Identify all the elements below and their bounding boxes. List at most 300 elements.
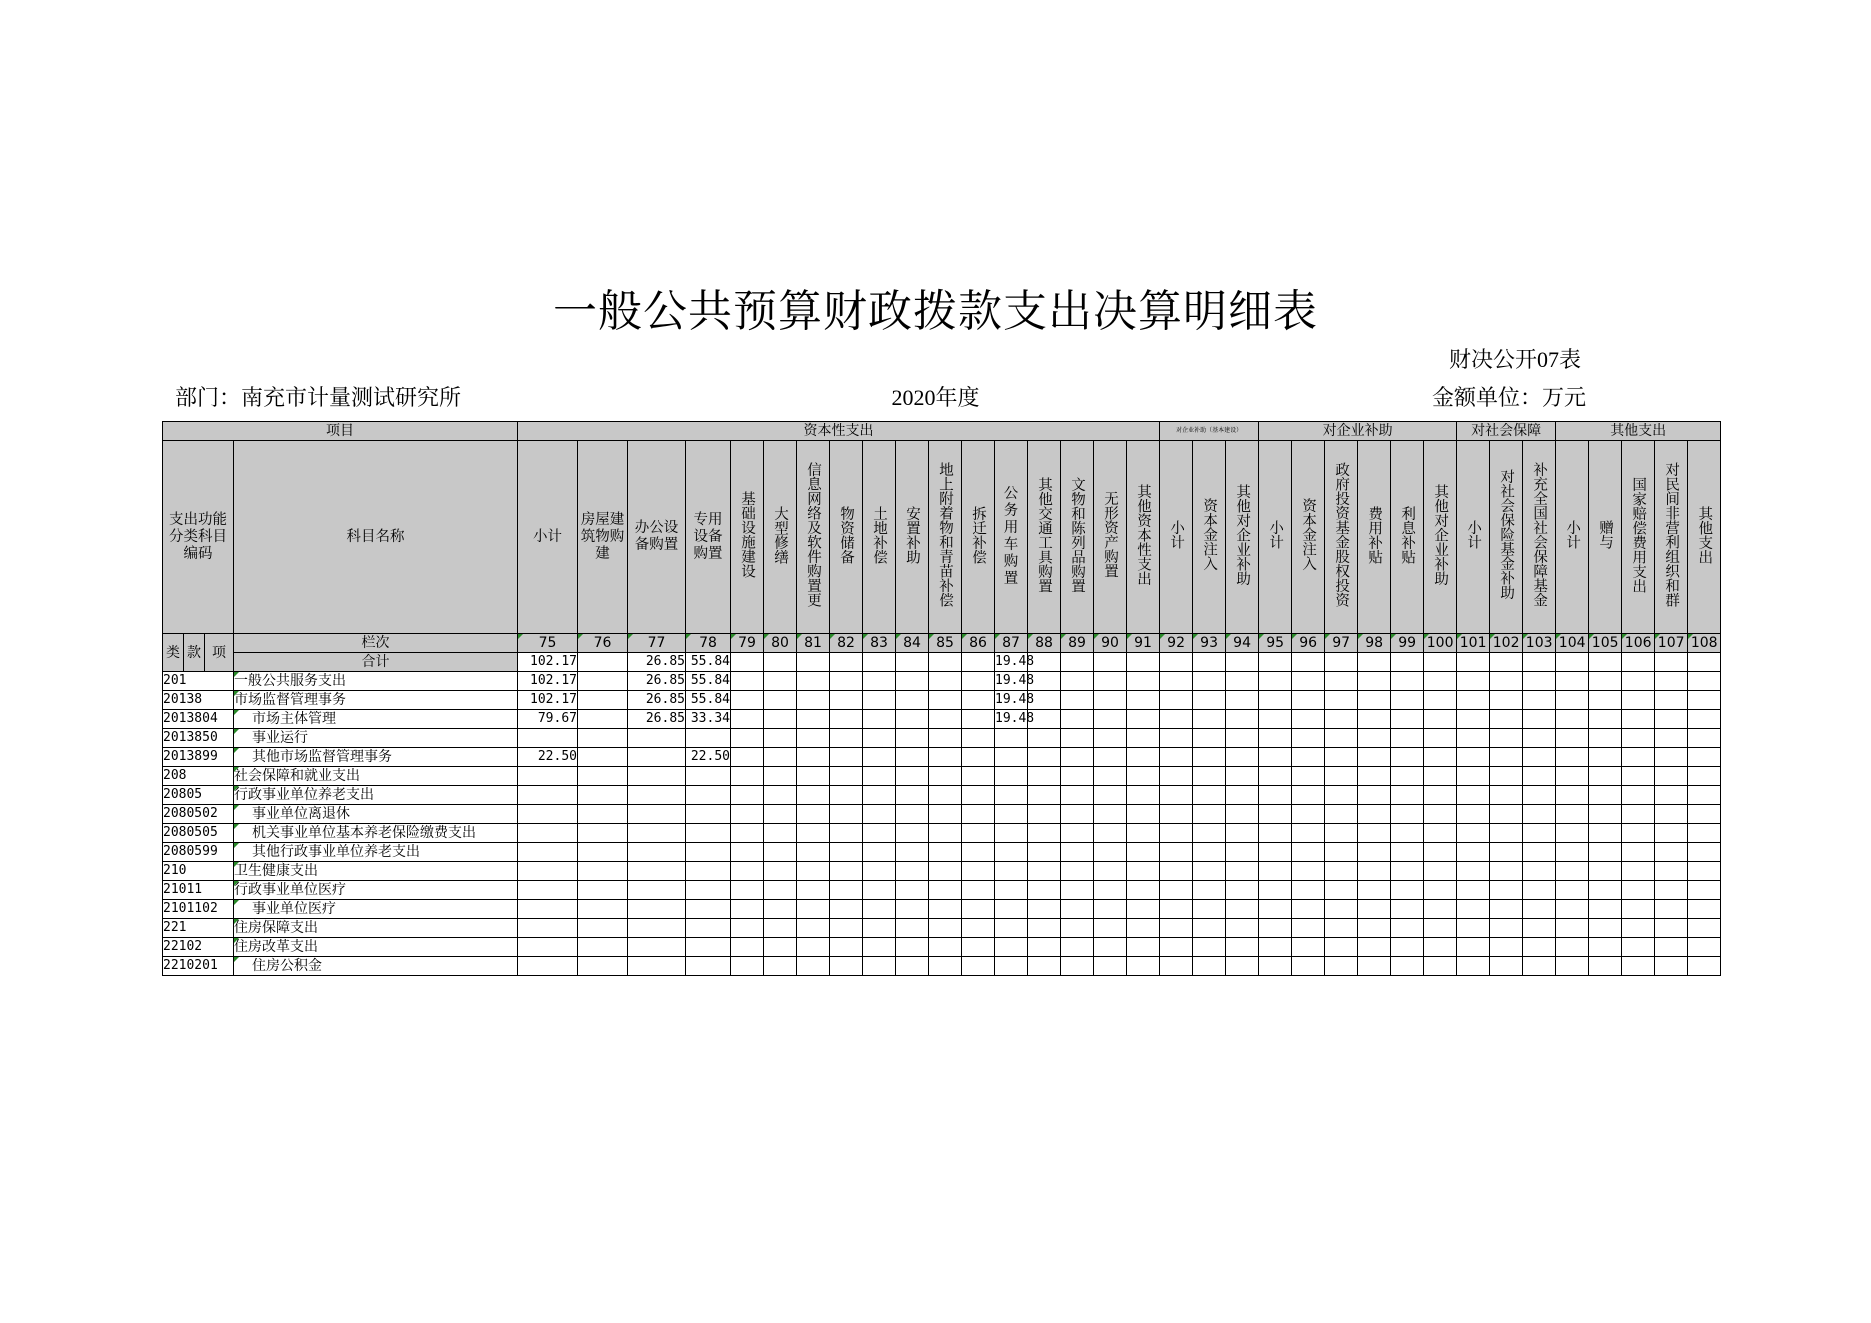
row-value-96 (1292, 729, 1325, 748)
row-value-96 (1292, 805, 1325, 824)
row-value-106 (1622, 824, 1655, 843)
col-number-91 (1127, 634, 1160, 653)
comment-marker-icon (234, 938, 239, 943)
row-code (163, 862, 234, 881)
row-value-81 (797, 881, 830, 900)
row-value-98 (1358, 786, 1391, 805)
row-value-93 (1193, 881, 1226, 900)
col-number-92-text: 92 (1167, 635, 1185, 651)
row-value-81 (797, 805, 830, 824)
row-value-94 (1226, 672, 1259, 691)
row-value-77 (628, 881, 686, 900)
row-value-93 (1193, 862, 1226, 881)
col-number-100-text: 100 (1426, 635, 1454, 651)
row-value-89 (1061, 805, 1094, 824)
row-value-100 (1424, 938, 1457, 957)
col-number-104-text: 104 (1558, 635, 1586, 651)
row-code (163, 824, 234, 843)
row-name (234, 672, 518, 691)
row-value-75 (518, 862, 578, 881)
row-code (163, 957, 234, 976)
row-value-87 (995, 881, 1028, 900)
row-code-text: 21011 (163, 882, 203, 897)
header-col-108-text: 其他支出 (1696, 505, 1713, 564)
row-value-93 (1193, 672, 1226, 691)
header-col-77-text: 办公设备购置 (634, 520, 679, 553)
row-value-101 (1457, 786, 1490, 805)
total-87 (995, 653, 1035, 672)
row-value-103 (1523, 900, 1556, 919)
row-value-98 (1358, 729, 1391, 748)
row-value-96 (1292, 919, 1325, 938)
col-number-78-text: 78 (699, 635, 717, 651)
header-name (234, 441, 518, 634)
header-col-79-text: 基础设施建设 (739, 491, 755, 578)
row-value-78-text: 22.50 (690, 749, 730, 764)
row-value-77 (628, 862, 686, 881)
row-value-104 (1556, 900, 1589, 919)
row-name-text: 社会保障和就业支出 (234, 768, 360, 784)
col-number-95 (1259, 634, 1292, 653)
row-value-106 (1622, 748, 1655, 767)
row-value-83 (863, 805, 896, 824)
col-number-107-text: 107 (1657, 635, 1685, 651)
row-value-96 (1292, 957, 1325, 976)
header-col-107 (1655, 441, 1688, 634)
row-value-98 (1358, 824, 1391, 843)
row-value-97 (1325, 843, 1358, 862)
row-value-105 (1589, 957, 1622, 976)
row-value-98 (1358, 805, 1391, 824)
row-value-101 (1457, 672, 1490, 691)
table-row (163, 938, 1721, 957)
row-value-76 (578, 881, 628, 900)
row-name-text: 行政事业单位医疗 (234, 882, 346, 898)
row-value-104 (1556, 805, 1589, 824)
row-value-87 (995, 919, 1028, 938)
row-value-90 (1094, 767, 1127, 786)
comment-marker-icon (1094, 634, 1099, 639)
row-value-86 (962, 862, 995, 881)
row-value-88 (1028, 862, 1061, 881)
comment-marker-icon (1226, 634, 1231, 639)
comment-marker-icon (234, 900, 239, 905)
row-value-98 (1358, 900, 1391, 919)
col-number-97-text: 97 (1332, 635, 1351, 651)
comment-marker-icon (234, 805, 239, 810)
row-value-86 (962, 843, 995, 862)
row-value-82 (830, 862, 863, 881)
header-col-96 (1292, 441, 1325, 634)
row-value-78 (686, 843, 731, 862)
row-value-78-text: 33.34 (690, 711, 730, 726)
row-value-84 (896, 710, 929, 729)
total-92 (1160, 653, 1193, 672)
header-col-95 (1259, 441, 1292, 634)
total-95 (1259, 653, 1292, 672)
row-value-82 (830, 672, 863, 691)
col-number-99-text: 99 (1398, 635, 1417, 651)
row-value-80 (764, 938, 797, 957)
header-col-101 (1457, 441, 1490, 634)
row-value-104 (1556, 710, 1589, 729)
row-name-text: 事业单位医疗 (252, 901, 336, 917)
row-value-78 (686, 957, 731, 976)
row-value-93 (1193, 786, 1226, 805)
row-value-87 (995, 786, 1028, 805)
row-value-91 (1127, 691, 1160, 710)
comment-marker-icon (929, 634, 934, 639)
row-value-75 (518, 691, 578, 710)
row-value-107 (1655, 824, 1688, 843)
col-number-94 (1226, 634, 1259, 653)
row-value-104 (1556, 919, 1589, 938)
total-100 (1424, 653, 1457, 672)
col-number-108 (1688, 634, 1721, 653)
row-value-108 (1688, 938, 1721, 957)
row-value-90 (1094, 957, 1127, 976)
row-value-100 (1424, 919, 1457, 938)
col-number-86-text: 86 (969, 635, 987, 651)
total-99 (1391, 653, 1424, 672)
row-value-101 (1457, 919, 1490, 938)
comment-marker-icon (1325, 634, 1330, 639)
col-number-87 (995, 634, 1028, 653)
comment-marker-icon (234, 843, 239, 848)
row-name-text: 住房改革支出 (234, 939, 318, 955)
header-col-99 (1391, 441, 1424, 634)
comment-marker-icon (1292, 634, 1297, 639)
header-col-87-text: 公务用车购置 (1003, 486, 1019, 587)
comment-marker-icon (1622, 634, 1627, 639)
row-value-94 (1226, 957, 1259, 976)
row-value-102 (1490, 824, 1523, 843)
total-101 (1457, 653, 1490, 672)
row-value-104 (1556, 691, 1589, 710)
row-value-84 (896, 881, 929, 900)
row-value-104 (1556, 843, 1589, 862)
col-number-79 (731, 634, 764, 653)
row-code (163, 672, 234, 691)
row-value-76 (578, 862, 628, 881)
row-value-101 (1457, 710, 1490, 729)
header-col-84 (896, 441, 929, 634)
row-value-86 (962, 767, 995, 786)
header-col-95-text: 小计 (1267, 520, 1284, 549)
row-value-95 (1259, 672, 1292, 691)
row-value-107 (1655, 900, 1688, 919)
header-col-77 (628, 441, 686, 634)
row-value-91 (1127, 824, 1160, 843)
comment-marker-icon (1424, 634, 1429, 639)
row-value-86 (962, 805, 995, 824)
header-col-106 (1622, 441, 1655, 634)
header-col-104 (1556, 441, 1589, 634)
row-value-104 (1556, 881, 1589, 900)
row-value-98 (1358, 919, 1391, 938)
row-value-87 (995, 767, 1028, 786)
row-value-96 (1292, 691, 1325, 710)
row-value-87 (995, 957, 1028, 976)
row-value-102 (1490, 900, 1523, 919)
group-other (1556, 422, 1721, 441)
row-value-86 (962, 938, 995, 957)
total-89 (1061, 653, 1094, 672)
row-value-90 (1094, 862, 1127, 881)
row-value-79 (731, 843, 764, 862)
row-value-85 (929, 729, 962, 748)
group-capital-text: 资本性支出 (803, 423, 874, 439)
row-value-75 (518, 710, 578, 729)
row-value-79 (731, 767, 764, 786)
row-value-108 (1688, 824, 1721, 843)
row-value-78 (686, 900, 731, 919)
row-value-105 (1589, 710, 1622, 729)
total-87-text: 19.48 (995, 654, 1035, 669)
comment-marker-icon (1523, 634, 1528, 639)
row-value-92 (1160, 824, 1193, 843)
header-col-82-text: 物资储备 (838, 505, 854, 564)
row-value-104 (1556, 748, 1589, 767)
row-value-92 (1160, 729, 1193, 748)
row-value-80 (764, 824, 797, 843)
row-value-105 (1589, 881, 1622, 900)
comment-marker-icon (234, 710, 239, 715)
row-value-86 (962, 672, 995, 691)
row-value-81 (797, 957, 830, 976)
row-value-85 (929, 843, 962, 862)
col-number-89 (1061, 634, 1094, 653)
row-value-92 (1160, 919, 1193, 938)
total-85 (929, 653, 962, 672)
total-label-text: 合计 (361, 654, 390, 670)
comment-marker-icon (1457, 634, 1462, 639)
row-value-83 (863, 862, 896, 881)
row-value-107 (1655, 881, 1688, 900)
row-value-86 (962, 748, 995, 767)
row-code (163, 691, 234, 710)
comment-marker-icon (234, 862, 239, 867)
row-value-106 (1622, 691, 1655, 710)
row-value-78-text: 55.84 (690, 673, 730, 688)
row-value-89 (1061, 767, 1094, 786)
header-col-101-text: 小计 (1465, 520, 1482, 549)
row-value-105 (1589, 729, 1622, 748)
row-value-103 (1523, 748, 1556, 767)
row-value-97 (1325, 691, 1358, 710)
row-value-89 (1061, 843, 1094, 862)
row-value-86 (962, 710, 995, 729)
row-value-101 (1457, 900, 1490, 919)
row-value-76 (578, 919, 628, 938)
row-value-98 (1358, 843, 1391, 862)
row-value-90 (1094, 805, 1127, 824)
row-value-81 (797, 729, 830, 748)
col-number-104 (1556, 634, 1589, 653)
unit-label: 金额单位：万元 (1431, 385, 1586, 410)
row-value-86 (962, 881, 995, 900)
row-value-100 (1424, 862, 1457, 881)
row-name-text: 卫生健康支出 (234, 863, 318, 879)
row-value-105 (1589, 938, 1622, 957)
row-name-text: 住房公积金 (252, 958, 322, 974)
row-value-77 (628, 919, 686, 938)
row-name (234, 900, 518, 919)
row-value-75 (518, 748, 578, 767)
row-code-text: 20138 (163, 692, 203, 707)
table-row (163, 786, 1721, 805)
row-value-100 (1424, 881, 1457, 900)
row-value-106 (1622, 957, 1655, 976)
header-col-89 (1061, 441, 1094, 634)
header-col-108 (1688, 441, 1721, 634)
group-item-text: 项目 (326, 423, 354, 439)
row-value-79 (731, 729, 764, 748)
row-value-88 (1028, 957, 1061, 976)
total-82 (830, 653, 863, 672)
group-enterprise (1259, 422, 1457, 441)
row-value-80 (764, 957, 797, 976)
header-col-91 (1127, 441, 1160, 634)
row-value-102 (1490, 862, 1523, 881)
row-value-84 (896, 672, 929, 691)
row-value-108 (1688, 881, 1721, 900)
total-96 (1292, 653, 1325, 672)
row-value-82 (830, 938, 863, 957)
row-value-96 (1292, 786, 1325, 805)
row-value-80 (764, 919, 797, 938)
row-value-76 (578, 786, 628, 805)
row-value-76 (578, 938, 628, 957)
total-76 (578, 653, 628, 672)
row-name-text: 其他行政事业单位养老支出 (252, 844, 420, 860)
table-row (163, 900, 1721, 919)
comment-marker-icon (518, 634, 523, 639)
row-value-103 (1523, 843, 1556, 862)
page-title: 一般公共预算财政拨款支出决算明细表 (553, 286, 1318, 337)
row-value-81 (797, 900, 830, 919)
row-value-78 (686, 767, 731, 786)
row-value-93 (1193, 900, 1226, 919)
row-value-88 (1028, 919, 1061, 938)
row-code-text: 2210201 (163, 958, 218, 973)
row-value-80 (764, 843, 797, 862)
row-value-76 (578, 900, 628, 919)
header-code (163, 441, 234, 634)
header-col-75-text: 小计 (533, 528, 562, 545)
row-name (234, 881, 518, 900)
row-value-102 (1490, 710, 1523, 729)
row-value-99 (1391, 862, 1424, 881)
row-value-87 (995, 824, 1028, 843)
header-col-91-text: 其他资本性支出 (1135, 483, 1152, 586)
row-value-103 (1523, 938, 1556, 957)
row-value-80 (764, 710, 797, 729)
row-value-88 (1028, 748, 1061, 767)
row-value-75-text: 102.17 (530, 692, 577, 707)
group-enterprise-capital (1160, 422, 1259, 441)
row-value-75-text: 102.17 (530, 673, 577, 688)
row-value-94 (1226, 805, 1259, 824)
row-value-77 (628, 767, 686, 786)
row-value-83 (863, 767, 896, 786)
total-75 (518, 653, 578, 672)
row-name (234, 767, 518, 786)
row-value-79 (731, 805, 764, 824)
row-value-104 (1556, 862, 1589, 881)
row-code-text: 221 (163, 920, 187, 935)
row-value-101 (1457, 862, 1490, 881)
row-value-95 (1259, 824, 1292, 843)
row-value-86 (962, 729, 995, 748)
comment-marker-icon (1556, 634, 1561, 639)
row-value-90 (1094, 824, 1127, 843)
row-value-84 (896, 786, 929, 805)
row-value-95 (1259, 862, 1292, 881)
row-value-78 (686, 919, 731, 938)
row-value-99 (1391, 957, 1424, 976)
column-header-row (163, 441, 1721, 634)
row-value-92 (1160, 748, 1193, 767)
row-value-97 (1325, 862, 1358, 881)
total-78 (686, 653, 731, 672)
row-value-101 (1457, 729, 1490, 748)
row-value-82 (830, 881, 863, 900)
row-value-88 (1028, 767, 1061, 786)
comment-marker-icon (234, 767, 239, 772)
total-102 (1490, 653, 1523, 672)
row-value-103 (1523, 862, 1556, 881)
col-number-98 (1358, 634, 1391, 653)
header-col-87 (995, 441, 1028, 634)
row-value-76 (578, 824, 628, 843)
row-value-107 (1655, 805, 1688, 824)
row-value-107 (1655, 957, 1688, 976)
row-value-87-text: 19.48 (995, 692, 1035, 707)
row-value-88 (1028, 805, 1061, 824)
group-social (1457, 422, 1556, 441)
comment-marker-icon (797, 634, 802, 639)
col-number-80 (764, 634, 797, 653)
row-name (234, 710, 518, 729)
row-value-87 (995, 729, 1028, 748)
row-value-101 (1457, 824, 1490, 843)
comment-marker-icon (731, 634, 736, 639)
row-value-77 (628, 729, 686, 748)
total-75-text: 102.17 (530, 654, 577, 669)
row-value-102 (1490, 881, 1523, 900)
row-value-97 (1325, 729, 1358, 748)
row-value-87-text: 19.48 (995, 711, 1035, 726)
row-value-108 (1688, 729, 1721, 748)
row-value-82 (830, 957, 863, 976)
row-value-87 (995, 938, 1028, 957)
row-value-75 (518, 672, 578, 691)
row-value-95 (1259, 767, 1292, 786)
col-number-77 (628, 634, 686, 653)
row-value-80 (764, 862, 797, 881)
comment-marker-icon (234, 672, 239, 677)
col-number-77-text: 77 (647, 635, 666, 651)
row-value-96 (1292, 900, 1325, 919)
header-col-99-text: 利息补贴 (1399, 505, 1416, 564)
header-col-81 (797, 441, 830, 634)
row-value-83 (863, 710, 896, 729)
row-value-96 (1292, 938, 1325, 957)
row-value-84 (896, 957, 929, 976)
row-value-97 (1325, 957, 1358, 976)
row-value-95 (1259, 805, 1292, 824)
